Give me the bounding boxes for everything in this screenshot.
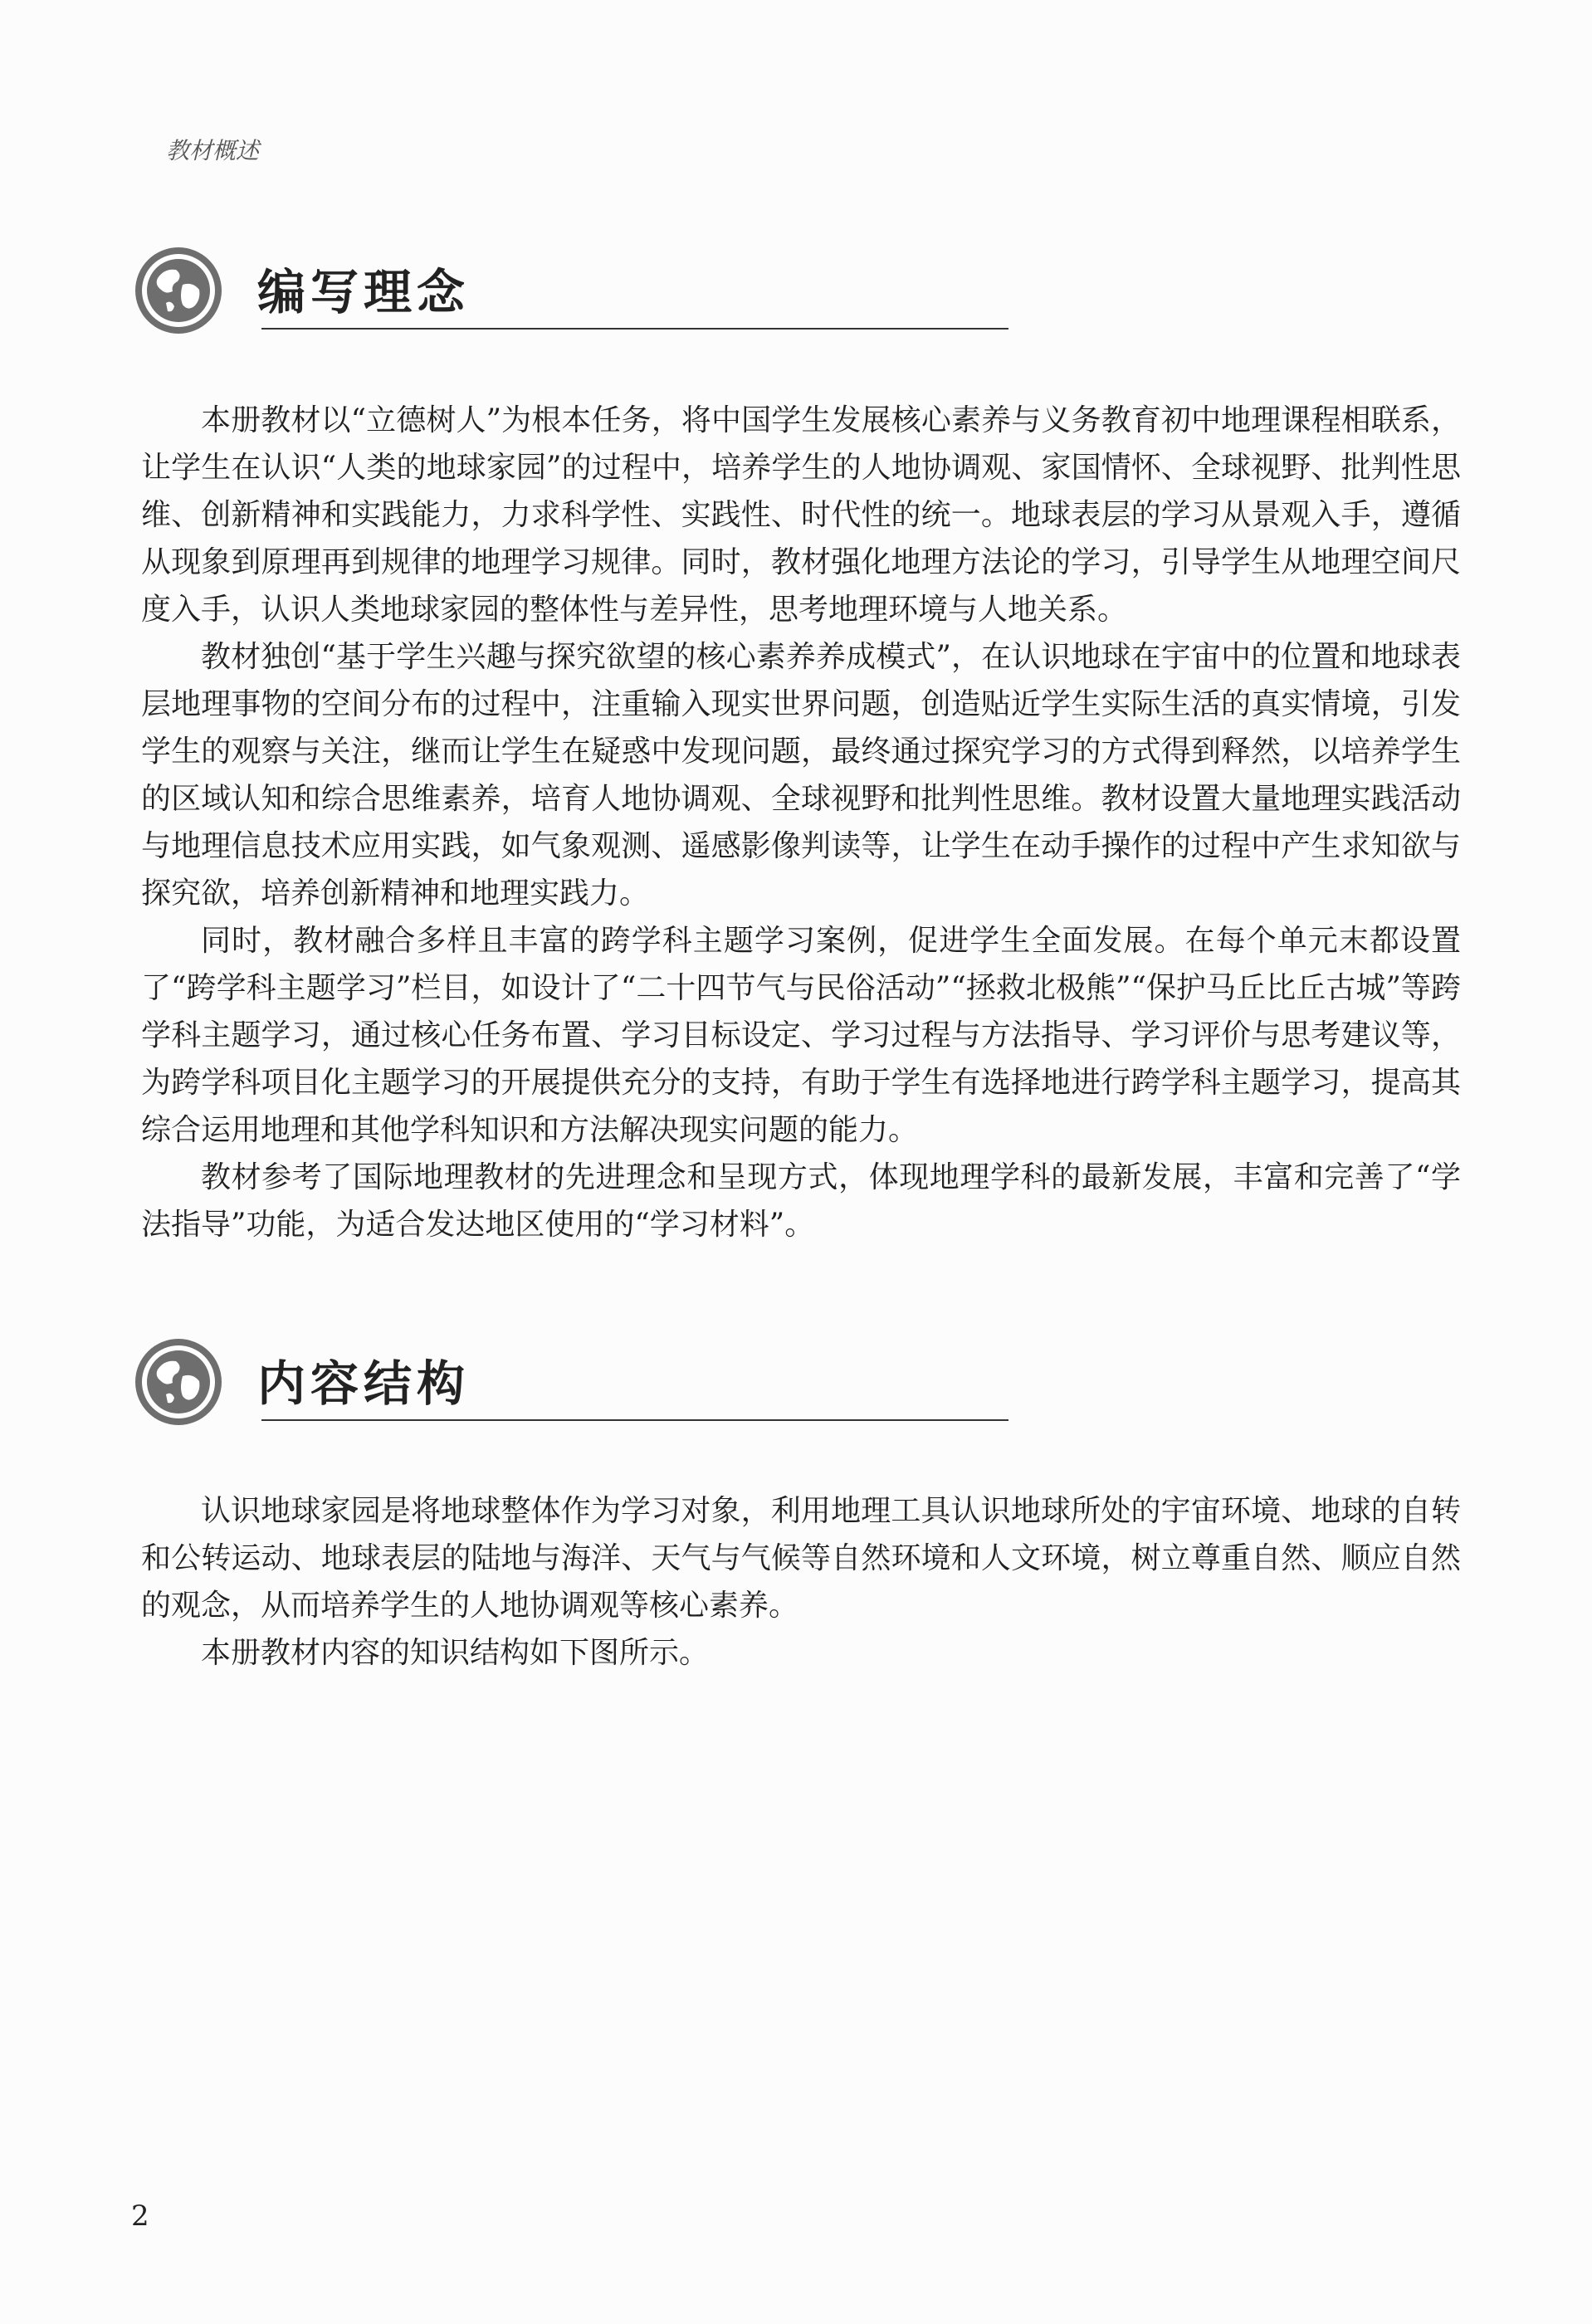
paragraph: 本册教材以“立德树人”为根本任务，将中国学生发展核心素养与义务教育初中地理课程相联系，让学生在认识“人类的地球家园”的过程中，培养学生的人地协调观、家国情怀、全球视野、批判性思维、创新精神和实践能力，力求科学性、实践性、时代性的统一。地球表层的学习从景观入手，遵循从现象到原理再到规律的地理学习规律。同时，教材强化地理方法论的学习，引导学生从地理空间尺度入手，认识人类地球家园的整体性与差异性，思考地理环境与人地关系。 xyxy=(141,403,1461,627)
section-title: 编写理念 xyxy=(257,264,471,320)
paragraph: 认识地球家园是将地球整体作为学习对象，利用地理工具认识地球所处的宇宙环境、地球的自转和公转运动、地球表层的陆地与海洋、天气与气候等自然环境和人文环境，树立尊重自然、顺应自然的观念，从而培养学生的人地协调观等核心素养。 xyxy=(141,1494,1461,1623)
section-header-writing-concept xyxy=(133,245,1013,344)
section-divider xyxy=(261,1419,1008,1421)
running-head: 教材概述 xyxy=(166,137,260,164)
section-header-content-structure xyxy=(133,1336,1013,1436)
section-divider xyxy=(261,328,1008,330)
section-body-writing-concept xyxy=(141,397,1461,1248)
paragraph: 本册教材内容的知识结构如下图所示。 xyxy=(201,1636,710,1670)
page-number: 2 xyxy=(131,2200,149,2233)
section-title: 内容结构 xyxy=(257,1355,471,1412)
paragraph: 教材独创“基于学生兴趣与探究欲望的核心素养养成模式”，在认识地球在宇宙中的位置和地球表层地理事物的空间分布的过程中，注重输入现实世界问题，创造贴近学生实际生活的真实情境，引发学生的观察与关注，继而让学生在疑惑中发现问题，最终通过探究学习的方式得到释然，以培养学生的区域认知和综合思维素养，培育人地协调观、全球视野和批判性思维。教材设置大量地理实践活动与地理信息技术应用实践，如气象观测、遥感影像判读等，让学生在动手操作的过程中产生求知欲与探究欲，培养创新精神和地理实践力。 xyxy=(141,640,1461,911)
paragraph: 同时，教材融合多样且丰富的跨学科主题学习案例，促进学生全面发展。在每个单元末都设置了“跨学科主题学习”栏目，如设计了“二十四节气与民俗活动”“拯救北极熊”“保护马丘比丘古城”等跨学科主题学习，通过核心任务布置、学习目标设定、学习过程与方法指导、学习评价与思考建议等，为跨学科项目化主题学习的开展提供充分的支持，有助于学生有选择地进行跨学科主题学习，提高其综合运用地理和其他学科知识和方法解决现实问题的能力。 xyxy=(141,924,1461,1147)
paragraph: 教材参考了国际地理教材的先进理念和呈现方式，体现地理学科的最新发展，丰富和完善了“学法指导”功能，为适合发达地区使用的“学习材料”。 xyxy=(141,1160,1461,1242)
globe-icon xyxy=(133,1336,224,1428)
globe-icon xyxy=(133,245,224,336)
section-body-content-structure xyxy=(141,1487,1461,1677)
